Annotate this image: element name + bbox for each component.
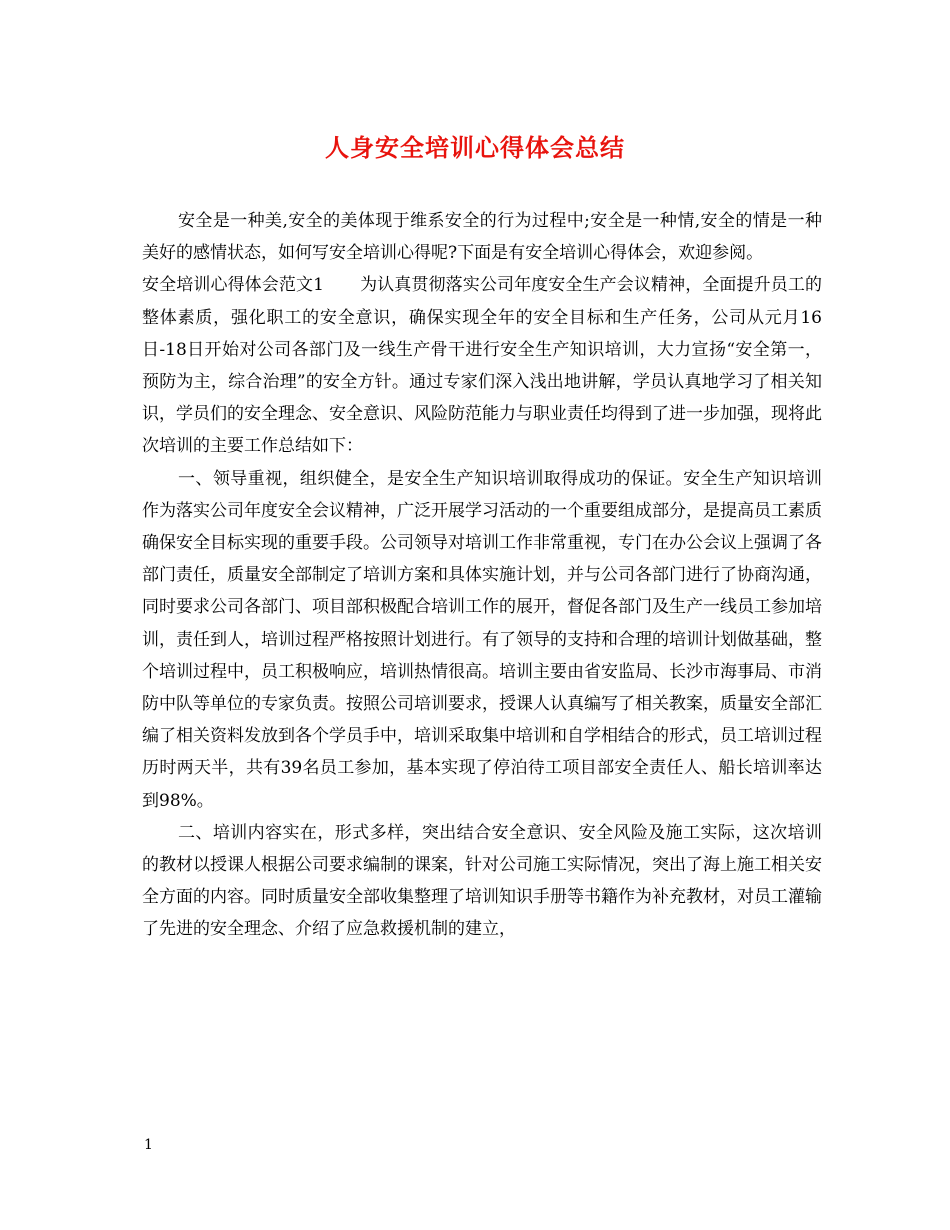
page-number: 1 [144, 1137, 153, 1153]
intro-paragraph: 安全是一种美,安全的美体现于维系安全的行为过程中;安全是一种情,安全的情是一种美好的感情状态，如何写安全培训心得呢?下面是有安全培训心得体会，欢迎参阅。 [142, 211, 822, 264]
document-body [142, 205, 822, 946]
document-title: 人身安全培训心得体会总结 [325, 133, 625, 162]
point-one-paragraph: 一、领导重视，组织健全，是安全生产知识培训取得成功的保证。安全生产知识培训作为落实公司年度安全会议精神，广泛开展学习活动的一个重要组成部分，是提高员工素质确保安全目标实现的重要手段。公司领导对培训工作非常重视，专门在办公会议上强调了各部门责任，质量安全部制定了培训方案和具体实施计划，并与公司各部门进行了协商沟通，同时要求公司各部门、项目部积极配合培训工作的展开，督促各部门及生产一线员工参加培训，责任到人，培训过程严格按照计划进行。有了领导的支持和合理的培训计划做基础，整个培训过程中，员工积极响应，培训热情很高。培训主要由省安监局、长沙市海事局、市消防中队等单位的专家负责。按照公司培训要求，授课人认真编写了相关教案，质量安全部汇编了相关资料发放到各个学员手中，培训采取集中培训和自学相结合的形式，员工培训过程历时两天半，共有39名员工参加，基本实现了停泊待工项目部安全责任人、船长培训率达到98%。 [142, 468, 822, 811]
sample-paragraph [142, 269, 822, 462]
sample-label: 安全培训心得体会范文1 [142, 275, 324, 296]
sample-text: 为认真贯彻落实公司年度安全生产会议精神，全面提升员工的整体素质，强化职工的安全意识，确保实现全年的安全目标和生产任务，公司从元月16日-18日开始对公司各部门及一线生产骨干进行安全生产知识培训，大力宣扬“安全第一，预防为主，综合治理”的安全方针。通过专家们深入浅出地讲解，学员认真地学习了相关知识，学员们的安全理念、安全意识、风险防范能力与职业责任均得到了进一步加强，现将此次培训的主要工作总结如下： [142, 275, 822, 457]
point-two-paragraph: 二、培训内容实在，形式多样，突出结合安全意识、安全风险及施工实际，这次培训的教材以授课人根据公司要求编制的课案，针对公司施工实际情况，突出了海上施工相关安全方面的内容。同时质量安全部收集整理了培训知识手册等书籍作为补充教材，对员工灌输了先进的安全理念、介绍了应急救援机制的建立， [142, 822, 822, 940]
